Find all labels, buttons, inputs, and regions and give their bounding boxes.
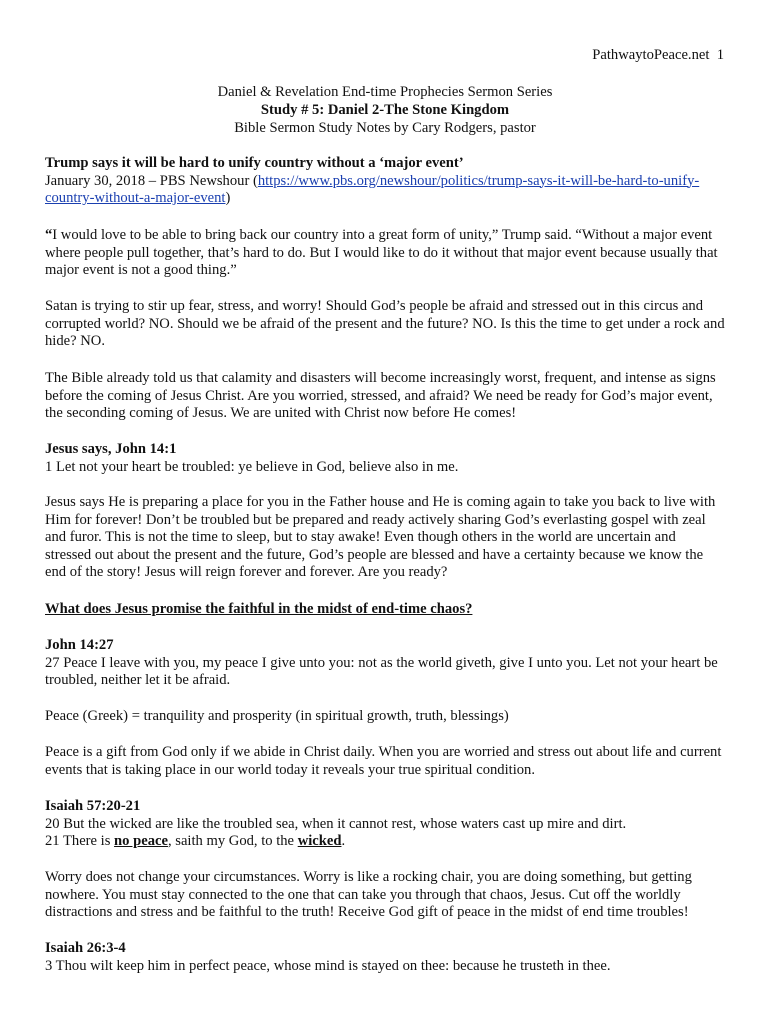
no-peace-emphasis: no peace <box>114 833 168 849</box>
page-number: 1 <box>716 47 724 63</box>
isaiah-57-verse-20: 20 But the wicked are like the troubled sea, when it cannot rest, whose waters cast up mire and dirt. <box>45 815 627 832</box>
john-14-1-heading: Jesus says, John 14:1 <box>45 441 177 457</box>
page-header <box>592 47 724 64</box>
john-14-1 <box>45 441 725 476</box>
isaiah-26-verse-3: 3 Thou wilt keep him in perfect peace, whose mind is stayed on thee: because he trusteth in thee. <box>45 957 611 974</box>
site-name: PathwaytoPeace.net <box>592 47 710 63</box>
isaiah-57-verse-21 <box>45 833 725 851</box>
section-heading: What does Jesus promise the faithful in the midst of end-time chaos? <box>45 601 473 617</box>
isaiah-26-heading: Isaiah 26:3-4 <box>45 940 126 956</box>
study-title: Study # 5: Daniel 2-The Stone Kingdom <box>260 102 510 118</box>
paragraph-peace-greek: Peace (Greek) = tranquility and prosperity (in spiritual growth, truth, blessings) <box>45 708 509 724</box>
verse-21-period: . <box>341 833 346 849</box>
series-title: Daniel & Revelation End-time Prophecies Sermon Series <box>217 84 553 100</box>
verse-21-part-c: , saith my God, to the <box>167 833 298 849</box>
john-14-27-heading: John 14:27 <box>45 637 114 653</box>
paragraph-satan: Satan is trying to stir up fear, stress, and worry! Should God’s people be afraid and stressed out in this circus and corrupted world? NO. Should we be afraid of the present and the future? NO. Is this the time to get under a rock and hide? NO. <box>45 298 725 349</box>
paragraph-worry: Worry does not change your circumstances. Worry is like a rocking chair, you are doing something, but getting nowhere. You must stay connected to the one that can take you through that chaos, Jesus. Cut off the worldly distractions and stress and be faithful to the truth! Receive God gift of peace in the midst of end time troubles! <box>45 869 692 920</box>
paragraph-jesus: Jesus says He is preparing a place for you in the Father house and He is coming again to take you back to live with Him for forever! Don’t be troubled but be prepared and ready actively sharing God’s everlasting gospel with zeal and furor. This is not the time to sleep, but to stay awake! Even though others in the world are uncertain and stressed out about the present and the future, God’s people are blessed and have a certainty because we know the end of the story! Jesus will reign forever and forever. Are you ready? <box>45 494 716 580</box>
title-block <box>45 83 725 137</box>
trump-quote <box>45 227 725 280</box>
verse-21-part-a: 21 There is <box>45 833 115 849</box>
isaiah-26 <box>45 940 725 975</box>
quote-open-mark: “ <box>45 227 53 243</box>
john-14-27 <box>45 637 725 690</box>
john-14-27-verse: 27 Peace I leave with you, my peace I give unto you: not as the world giveth, give I unto you. Let not your heart be troubled, neither let it be afraid. <box>45 654 718 688</box>
isaiah-57 <box>45 798 725 851</box>
news-headline: Trump says it will be hard to unify country without a ‘major event’ <box>45 155 464 171</box>
news-source <box>45 173 725 208</box>
link-line-2[interactable]: country-without-a-major-event <box>45 190 226 206</box>
quote-text: I would love to be able to bring back our country into a great form of unity,” Trump said. “Without a major event where people pull together, that’s hard to do. But I would like to do it without that major event because usually that major event is not a good thing.” <box>45 227 718 278</box>
source-suffix: ) <box>225 190 231 206</box>
news-citation <box>45 155 725 208</box>
link-line-1[interactable]: https://www.pbs.org/newshour/politics/trump-says-it-will-be-hard-to-unify- <box>257 172 700 189</box>
author-line: Bible Sermon Study Notes by Cary Rodgers, pastor <box>234 120 536 136</box>
isaiah-57-heading: Isaiah 57:20-21 <box>45 798 141 814</box>
paragraph-peace-gift: Peace is a gift from God only if we abide in Christ daily. When you are worried and stress out about life and current events that is taking place in our world today it reveals your true spiritual condition. <box>45 744 722 778</box>
john-14-1-verse: 1 Let not your heart be troubled: ye believe in God, believe also in me. <box>45 458 459 475</box>
wicked-emphasis: wicked <box>297 833 342 849</box>
paragraph-bible: The Bible already told us that calamity and disasters will become increasingly worst, frequent, and intense as signs before the coming of Jesus Christ. Are you worried, stressed, and afraid? We need be ready for God’s major event, the seconding coming of Jesus. We are united with Christ now before He comes! <box>45 370 716 421</box>
source-prefix: January 30, 2018 – PBS Newshour ( <box>45 172 258 189</box>
